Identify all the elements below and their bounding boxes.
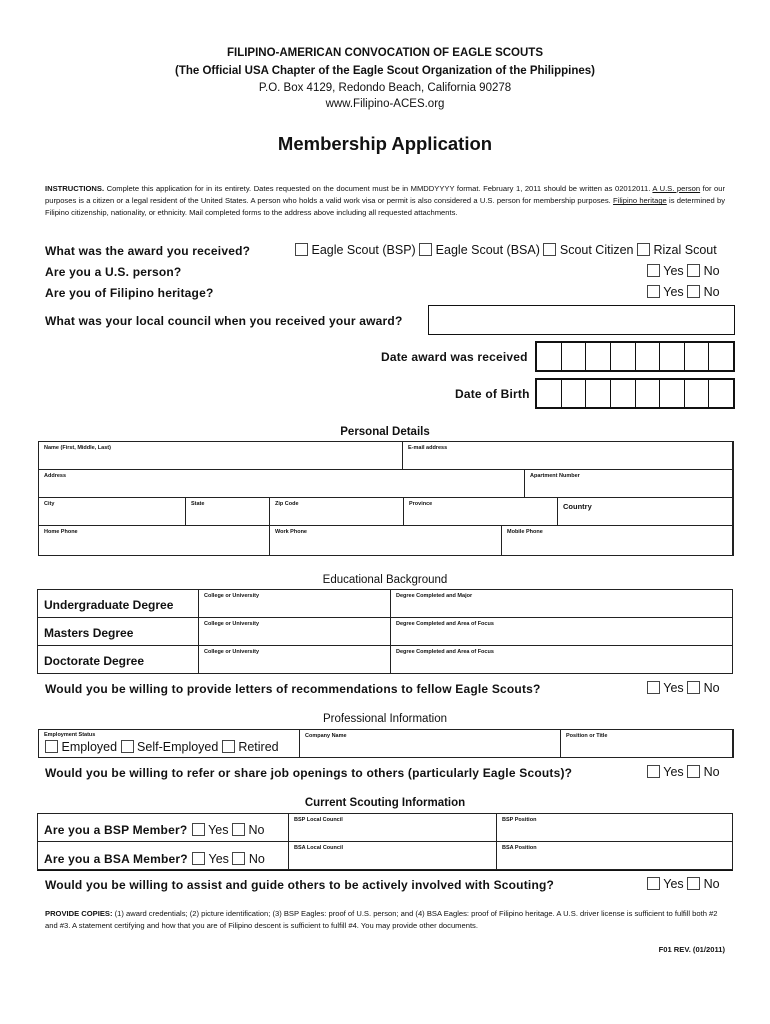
bsp-council-field[interactable]: BSP Local Council bbox=[288, 813, 497, 842]
us-person-question: Are you a U.S. person? bbox=[45, 265, 182, 279]
name-field[interactable]: Name (First, Middle, Last) bbox=[38, 441, 403, 470]
instructions-label: INSTRUCTIONS. bbox=[45, 184, 105, 193]
provide-copies-label: PROVIDE COPIES: bbox=[45, 909, 113, 918]
org-name: FILIPINO-AMERICAN CONVOCATION OF EAGLE SCOUTS bbox=[226, 47, 544, 59]
us-person-term: A U.S. person bbox=[652, 184, 701, 193]
undergrad-college-field[interactable]: College or University bbox=[198, 589, 391, 618]
award-rizal-scout-checkbox[interactable] bbox=[637, 243, 650, 256]
home-phone-field[interactable]: Home Phone bbox=[38, 525, 270, 556]
filipino-heritage-term: Filipino heritage bbox=[613, 196, 667, 206]
org-website: www.Filipino-ACES.org bbox=[325, 98, 445, 110]
bsa-member-row: Are you a BSA Member? Yes No bbox=[37, 841, 289, 870]
recommend-no-checkbox[interactable] bbox=[687, 681, 700, 694]
recommend-options: Yes No bbox=[647, 681, 720, 695]
council-input[interactable] bbox=[428, 305, 735, 335]
refer-question: Would you be willing to refer or share job openings to others (particularly Eagle Scouts)? bbox=[45, 766, 573, 780]
state-field[interactable]: State bbox=[185, 497, 270, 526]
date-award-input[interactable] bbox=[535, 341, 735, 372]
professional-table bbox=[38, 729, 733, 758]
employed-checkbox[interactable] bbox=[45, 740, 58, 753]
email-field[interactable]: E-mail address bbox=[402, 441, 734, 470]
instructions: INSTRUCTIONS. Complete this application for in its entirety. Dates requested on the document must be in MMDDYYYY format. February 1, 2011 should be written as 02012011. A U.S. person for our purposes is a citizen or a legal resident of the United States. A person who holds a valid work visa or permit is also considered a U.S. person for membership purposes. Filipino heritage is determined by Filipino citizenship, nationality, or ethnicity. Mail completed forms to the address above including all requested attachments. bbox=[45, 184, 726, 218]
org-address: P.O. Box 4129, Redondo Beach, California 90278 bbox=[258, 82, 512, 94]
apartment-field[interactable]: Apartment Number bbox=[524, 469, 734, 498]
us-person-no-checkbox[interactable] bbox=[687, 264, 700, 277]
bsa-council-field[interactable]: BSA Local Council bbox=[288, 841, 497, 870]
filipino-no-checkbox[interactable] bbox=[687, 285, 700, 298]
masters-college-field[interactable]: College or University bbox=[198, 617, 391, 646]
assist-options: Yes No bbox=[647, 877, 720, 891]
assist-no-checkbox[interactable] bbox=[687, 877, 700, 890]
work-phone-field[interactable]: Work Phone bbox=[269, 525, 502, 556]
revision-label: F01 REV. (01/2011) bbox=[658, 945, 725, 954]
undergrad-row-label: Undergraduate Degree bbox=[37, 589, 199, 618]
assist-question: Would you be willing to assist and guide others to be actively involved with Scouting? bbox=[45, 878, 555, 892]
masters-row-label: Masters Degree bbox=[37, 617, 199, 646]
org-subtitle: (The Official USA Chapter of the Eagle Scout Organization of the Philippines) bbox=[175, 65, 595, 77]
address-field[interactable]: Address bbox=[38, 469, 525, 498]
position-field[interactable]: Position or Title bbox=[560, 729, 734, 758]
bsp-position-field[interactable]: BSP Position bbox=[496, 813, 733, 842]
province-field[interactable]: Province bbox=[403, 497, 558, 526]
professional-title: Professional Information bbox=[322, 713, 447, 725]
scouting-title: Current Scouting Information bbox=[304, 797, 466, 809]
education-table bbox=[37, 589, 733, 674]
us-person-yes-checkbox[interactable] bbox=[647, 264, 660, 277]
award-question: What was the award you received? bbox=[45, 244, 251, 258]
masters-focus-field[interactable]: Degree Completed and Area of Focus bbox=[390, 617, 733, 646]
bsp-no-checkbox[interactable] bbox=[232, 823, 245, 836]
retired-checkbox[interactable] bbox=[222, 740, 235, 753]
refer-no-checkbox[interactable] bbox=[687, 765, 700, 778]
recommend-question: Would you be willing to provide letters of recommendations to fellow Eagle Scouts? bbox=[45, 682, 541, 696]
bsa-no-checkbox[interactable] bbox=[232, 852, 245, 865]
personal-title: Personal Details bbox=[340, 426, 430, 438]
page-title: Membership Application bbox=[277, 133, 493, 154]
self-employed-checkbox[interactable] bbox=[121, 740, 134, 753]
education-title: Educational Background bbox=[322, 574, 448, 586]
refer-yes-checkbox[interactable] bbox=[647, 765, 660, 778]
award-eagle-bsp-checkbox[interactable] bbox=[295, 243, 308, 256]
dob-label: Date of Birth bbox=[455, 387, 530, 401]
assist-yes-checkbox[interactable] bbox=[647, 877, 660, 890]
award-options: Eagle Scout (BSP) Eagle Scout (BSA) Scout Citizen Rizal Scout bbox=[295, 243, 717, 257]
undergrad-major-field[interactable]: Degree Completed and Major bbox=[390, 589, 733, 618]
filipino-yes-checkbox[interactable] bbox=[647, 285, 660, 298]
provide-copies: PROVIDE COPIES: (1) award credentials; (2) picture identification; (3) BSP Eagles: proof of U.S. person; and (4) BSA Eagles: proof of Filipino heritage. A U.S. driver license is sufficient to fulfill both #2 and #3. A statement certifying and how that you are of Filipino descent is sufficient to fulfill #4. You may provide other documents. bbox=[45, 909, 718, 930]
company-field[interactable]: Company Name bbox=[299, 729, 561, 758]
bsp-member-row: Are you a BSP Member? Yes No bbox=[37, 813, 289, 842]
doctorate-focus-field[interactable]: Degree Completed and Area of Focus bbox=[390, 645, 733, 674]
filipino-options: Yes No bbox=[647, 285, 720, 299]
doctorate-college-field[interactable]: College or University bbox=[198, 645, 391, 674]
date-award-label: Date award was received bbox=[381, 350, 528, 364]
award-eagle-bsa-checkbox[interactable] bbox=[419, 243, 432, 256]
personal-table bbox=[38, 441, 733, 556]
award-scout-citizen-checkbox[interactable] bbox=[543, 243, 556, 256]
zip-field[interactable]: Zip Code bbox=[269, 497, 404, 526]
city-field[interactable]: City bbox=[38, 497, 186, 526]
council-question: What was your local council when you received your award? bbox=[45, 314, 403, 328]
mobile-phone-field[interactable]: Mobile Phone bbox=[501, 525, 734, 556]
employment-status-field: Employment Status Employed Self-Employed Retired bbox=[38, 729, 300, 758]
bsa-yes-checkbox[interactable] bbox=[192, 852, 205, 865]
scouting-table bbox=[37, 813, 733, 871]
refer-options: Yes No bbox=[647, 765, 720, 779]
bsa-position-field[interactable]: BSA Position bbox=[496, 841, 733, 870]
doctorate-row-label: Doctorate Degree bbox=[37, 645, 199, 674]
recommend-yes-checkbox[interactable] bbox=[647, 681, 660, 694]
bsp-yes-checkbox[interactable] bbox=[192, 823, 205, 836]
us-person-options: Yes No bbox=[647, 264, 720, 278]
filipino-question: Are you of Filipino heritage? bbox=[45, 286, 214, 300]
country-field[interactable]: Country bbox=[557, 497, 734, 526]
dob-input[interactable] bbox=[535, 378, 735, 409]
